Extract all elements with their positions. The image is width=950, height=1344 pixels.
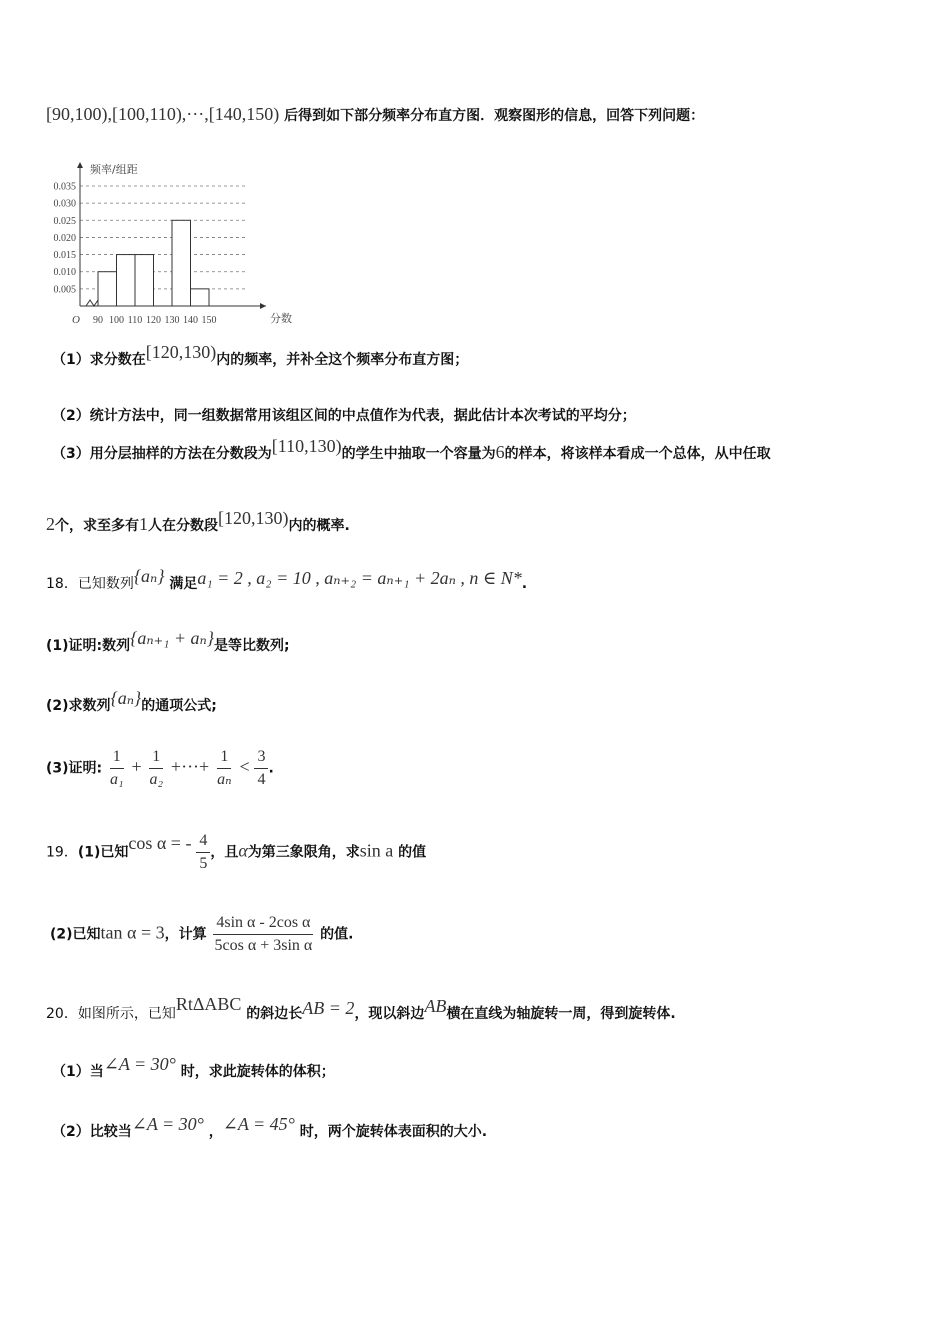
fraction-1-over-a1 bbox=[107, 748, 127, 789]
y-tick-label: 0.025 bbox=[53, 215, 76, 227]
q20-part1 bbox=[52, 1054, 335, 1081]
q17-p4-text-b: 人在分数段 bbox=[148, 518, 218, 534]
q18-conditions: a₁ = 2 , a₂ = 10 , aₙ₊₂ = aₙ₊₁ + 2aₙ , n ∈ N* bbox=[197, 568, 522, 588]
q20-angle-30b: ∠A = 30° bbox=[131, 1114, 204, 1134]
x-tick-label: 100 bbox=[109, 315, 124, 326]
frac-num: 4 bbox=[196, 832, 210, 853]
q19-alpha: α bbox=[238, 840, 248, 861]
frac-den bbox=[214, 769, 234, 789]
q18-p2-sequence: {aₙ} bbox=[110, 688, 142, 708]
frac-den-text: aₙ bbox=[217, 771, 232, 788]
q18-p1-text-b: 是等比数列; bbox=[214, 638, 290, 654]
frac-den bbox=[107, 769, 127, 789]
frac-den bbox=[146, 769, 166, 789]
ellipsis-sum: +···+ bbox=[170, 756, 210, 777]
q17-p3-sample-size: 6 bbox=[495, 442, 505, 462]
histogram-bar bbox=[117, 255, 136, 306]
frac-num: 1 bbox=[110, 748, 124, 769]
intervals-math: [90,100),[100,110),···,[140,150) bbox=[46, 104, 280, 124]
q18-p3-text: (3)证明: bbox=[46, 760, 103, 777]
q17-p4-text-c: 内的概率. bbox=[288, 518, 350, 534]
q20-text-b: ，现以斜边 bbox=[354, 1006, 425, 1022]
x-tick-label: 110 bbox=[127, 315, 143, 326]
chart-ylabel: 频率/组距 bbox=[90, 163, 138, 176]
frac-num: 4sin α - 2cos α bbox=[213, 914, 313, 935]
chart-origin: O bbox=[72, 314, 80, 326]
q17-choose-count: 2 bbox=[46, 514, 55, 534]
q18-p2-text: (2)求数列 bbox=[46, 698, 111, 714]
frac-den-text: a₁ bbox=[110, 771, 124, 788]
fraction-1-over-a2 bbox=[146, 748, 166, 789]
q20-p1-text-b: 时，求此旋转体的体积； bbox=[180, 1064, 335, 1080]
q20-text-c: 横在直线为轴旋转一周，得到旋转体. bbox=[446, 1006, 676, 1022]
q19-p1-text-b: ，且 bbox=[210, 844, 239, 861]
histogram-bar bbox=[172, 220, 191, 306]
q20-p2-text-b: 时，两个旋转体表面积的大小. bbox=[299, 1124, 488, 1140]
less-than: < bbox=[239, 756, 250, 777]
q17-p4-interval: [120,130) bbox=[218, 508, 289, 528]
axis-break bbox=[86, 300, 98, 306]
q18-cond-text: 满足 bbox=[169, 576, 198, 592]
q18-part3 bbox=[46, 748, 274, 789]
q20-triangle: RtΔABC bbox=[175, 994, 242, 1014]
frac-den: 5cos α + 3sin α bbox=[214, 937, 313, 954]
q17-p3-text: （3）用分层抽样的方法在分数段为 bbox=[52, 446, 272, 462]
y-tick-label: 0.020 bbox=[53, 232, 76, 244]
q17-p4-text: 个，求至多有 bbox=[55, 518, 139, 534]
q18-stem bbox=[46, 566, 528, 593]
q20-angle-30: ∠A = 30° bbox=[103, 1054, 176, 1074]
q19-p2-text-c: 的值. bbox=[320, 926, 354, 943]
y-tick-label: 0.010 bbox=[53, 267, 76, 279]
q18-part1 bbox=[46, 628, 290, 655]
q17-p3-interval: [110,130) bbox=[271, 436, 342, 456]
q20-part2 bbox=[52, 1114, 488, 1141]
frac-num: 1 bbox=[217, 748, 231, 769]
q17-part3-cont bbox=[46, 508, 350, 535]
q19-cos-expr: cos α = - bbox=[128, 832, 192, 853]
q20-hypotenuse: AB = 2 bbox=[302, 998, 355, 1018]
q18-p1-sequence: {aₙ₊₁ + aₙ} bbox=[130, 628, 215, 648]
intro-text: 后得到如下部分频率分布直方图．观察图形的信息，回答下列问题： bbox=[284, 108, 705, 124]
x-tick-label: 150 bbox=[201, 315, 217, 326]
q20-stem bbox=[46, 994, 676, 1023]
q18-p2-text-b: 的通项公式; bbox=[141, 698, 217, 714]
q19-p1-text-c: 为第三象限角，求 bbox=[247, 844, 360, 861]
q19-label: 19． bbox=[46, 844, 78, 861]
frac-num: 1 bbox=[149, 748, 163, 769]
q17-part2 bbox=[52, 405, 636, 425]
q17-p3-text-c: 的样本，将该样本看成一个总体，从中任取 bbox=[504, 446, 771, 462]
q19-sin-expr: sin a bbox=[359, 840, 394, 861]
q20-angle-45: ∠A = 45° bbox=[222, 1114, 295, 1134]
histogram-bar bbox=[98, 272, 117, 306]
fraction-1-over-an bbox=[214, 748, 234, 789]
q17-p1-interval: [120,130) bbox=[145, 342, 217, 362]
q20-hypotenuse-name: AB bbox=[424, 996, 447, 1016]
fraction-trig bbox=[212, 914, 316, 955]
q18-p3-end: . bbox=[268, 760, 274, 777]
q18-p1-text: (1)证明:数列 bbox=[46, 638, 131, 654]
q19-p2-text: (2)已知 bbox=[50, 926, 101, 943]
frac-den: 4 bbox=[257, 771, 266, 788]
x-tick-label: 120 bbox=[146, 315, 161, 326]
q19-tan-expr: tan α = 3 bbox=[100, 922, 165, 943]
frac-num: 3 bbox=[254, 748, 268, 769]
q17-at-most: 1 bbox=[139, 514, 148, 534]
q17-p2-text: （2）统计方法中，同一组数据常用该组区间的中点值作为代表，据此估计本次考试的平均分； bbox=[52, 408, 636, 424]
plus-sign: + bbox=[131, 756, 142, 777]
q19-p1-text: (1)已知 bbox=[77, 844, 129, 861]
q18-sequence: {aₙ} bbox=[133, 566, 165, 586]
fraction-4-over-5 bbox=[196, 832, 210, 873]
q19-p2-text-b: ，计算 bbox=[164, 926, 207, 943]
intro-line bbox=[46, 104, 704, 125]
q20-p2-text: （2）比较当 bbox=[52, 1124, 132, 1140]
q18-label: 18．已知数列 bbox=[46, 576, 134, 592]
chart-xlabel: 分数 bbox=[270, 312, 292, 325]
q20-label: 20．如图所示，已知 bbox=[46, 1006, 176, 1022]
y-axis-arrow bbox=[77, 162, 83, 168]
q18-part2 bbox=[46, 688, 217, 715]
q17-part1 bbox=[52, 342, 469, 369]
y-tick-label: 0.030 bbox=[53, 198, 76, 210]
q19-part2 bbox=[50, 914, 354, 955]
q17-p1-text-b: 内的频率，并补全这个频率分布直方图； bbox=[216, 352, 469, 368]
frequency-histogram bbox=[44, 152, 314, 332]
q19-p1-text-d: 的值 bbox=[398, 844, 427, 861]
x-tick-label: 140 bbox=[183, 315, 198, 326]
x-axis-arrow bbox=[260, 303, 266, 309]
q17-part3 bbox=[52, 436, 771, 463]
fraction-3-over-4 bbox=[254, 748, 268, 789]
q18-end: . bbox=[521, 576, 528, 592]
frac-den: 5 bbox=[199, 855, 208, 872]
q17-p3-text-b: 的学生中抽取一个容量为 bbox=[341, 446, 496, 462]
histogram-bar bbox=[135, 255, 154, 306]
q20-text-a: 的斜边长 bbox=[246, 1006, 303, 1022]
x-tick-label: 130 bbox=[164, 315, 180, 326]
y-tick-label: 0.015 bbox=[53, 250, 76, 262]
q20-p1-text: （1）当 bbox=[52, 1064, 104, 1080]
frac-den-text: a₂ bbox=[149, 771, 164, 788]
y-tick-label: 0.035 bbox=[53, 181, 76, 193]
q19-part1 bbox=[46, 832, 426, 873]
histogram-bar bbox=[191, 289, 210, 306]
y-tick-label: 0.005 bbox=[53, 284, 76, 296]
x-tick-label: 90 bbox=[93, 315, 103, 326]
q20-sep: ， bbox=[208, 1124, 223, 1140]
q17-p1-text: （1）求分数在 bbox=[52, 352, 146, 368]
